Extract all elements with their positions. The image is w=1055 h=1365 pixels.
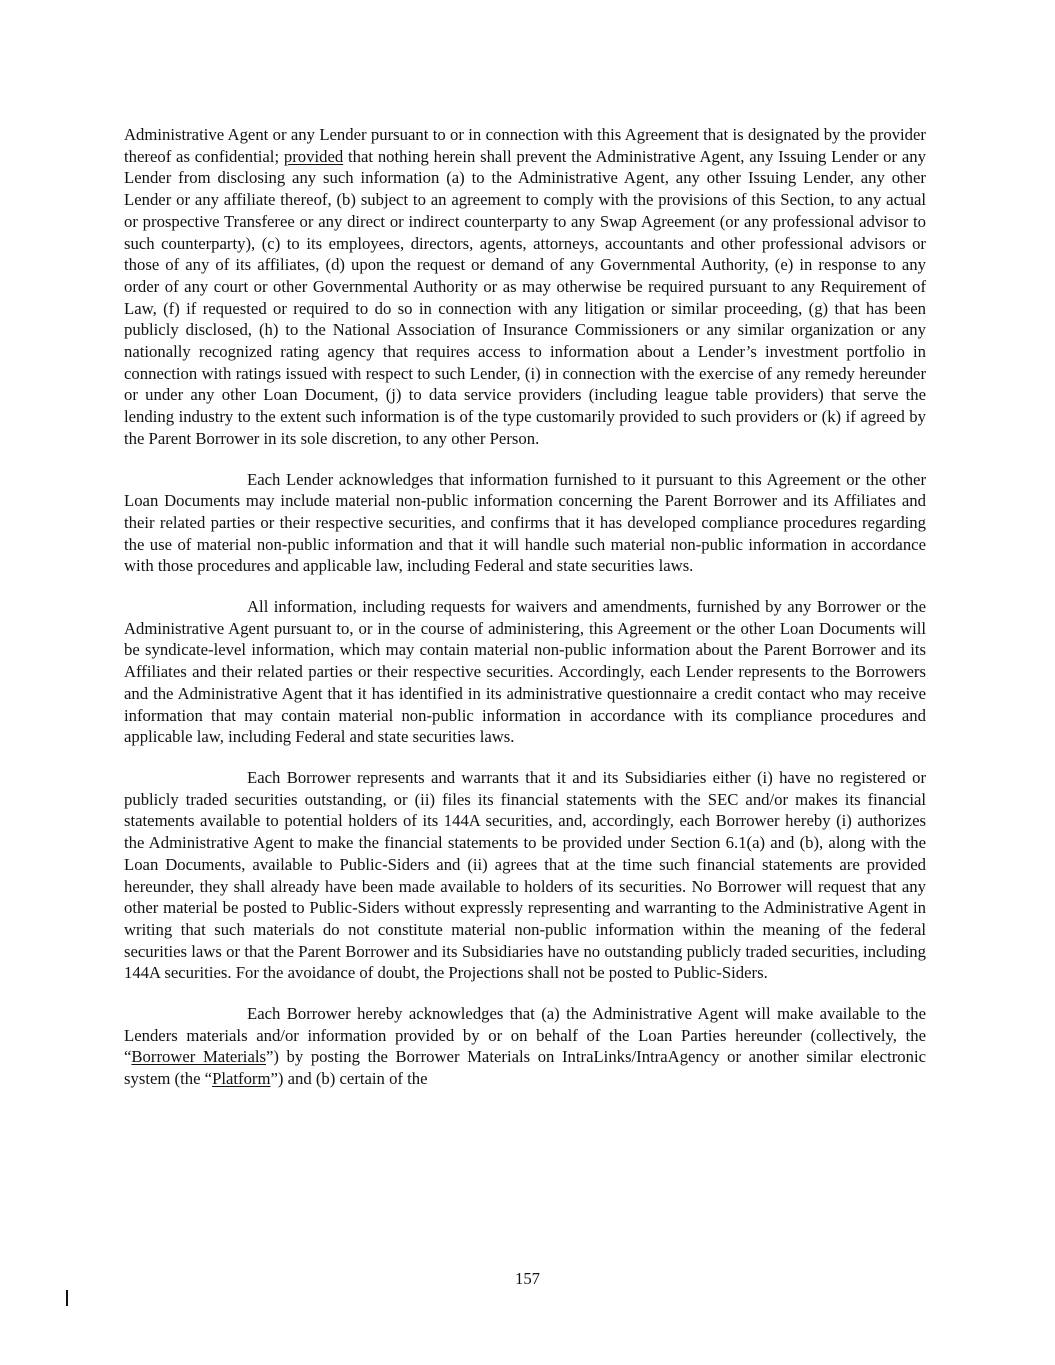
text-run: Each Lender acknowledges that information furnished to it pursuant to this Agreement or the other Loan Documents may include material non-public information concerning the Parent Borrower and its Affiliates and their related parties or their respective securities, and confirms that it has developed compliance procedures regarding the use of material non-public information and that it will handle such material non-public information in accordance with those procedures and applicable law, including Federal and state securities laws. <box>124 469 926 576</box>
text-run: All information, including requests for waivers and amendments, furnished by any Borrower or the Administrative Agent pursuant to, or in the course of administering, this Agreement or the other Loan Documents will be syndicate-level information, which may contain material non-public information about the Parent Borrower and its Affiliates and their related parties or their respective securities. Accordingly, each Lender represents to the Borrowers and the Administrative Agent that it has identified in its administrative questionnaire a credit contact who may receive information that may contain material non-public information in accordance with its compliance procedures and applicable law, including Federal and state securities laws. <box>124 597 926 747</box>
paragraph-borrower-materials <box>124 1003 926 1090</box>
paragraph-confidentiality-exceptions <box>124 124 926 450</box>
paragraph-syndicate-level-information <box>124 596 926 748</box>
revision-change-bar <box>66 1290 68 1306</box>
underlined-term-provided: provided <box>283 146 344 166</box>
paragraph-borrower-representations <box>124 767 926 984</box>
text-run: that nothing herein shall prevent the Administrative Agent, any Issuing Lender or any Lender from disclosing any such information (a) to the Administrative Agent, any other Issuing Lender, any other Lender or any affiliate thereof, (b) subject to an agreement to comply with the provisions of this Section, to any actual or prospective Transferee or any direct or indirect counterparty to any Swap Agreement (or any professional advisor to such counterparty), (c) to its employees, directors, agents, attorneys, accountants and other professional advisors or those of any of its affiliates, (d) upon the request or demand of any Governmental Authority, (e) in response to any order of any court or other Governmental Authority or as may otherwise be required pursuant to any Requirement of Law, (f) if requested or required to do so in connection with any litigation or similar proceeding, (g) that has been publicly disclosed, (h) to the National Association of Insurance Commissioners or any similar organization or any nationally recognized rating agency that requires access to information about a Lender’s investment portfolio in connection with ratings issued with respect to such Lender, (i) in connection with the exercise of any remedy hereunder or under any other Loan Document, (j) to data service providers (including league table providers) that serve the lending industry to the extent such information is of the type customarily provided to such providers or (k) if agreed by the Parent Borrower in its sole discretion, to any other Person. <box>124 146 926 448</box>
text-run: ”) by posting the Borrower Materials on IntraLinks/IntraAgency or another similar electronic system (the “ <box>124 1047 926 1089</box>
page-number: 157 <box>514 1269 541 1288</box>
defined-term-borrower-materials: Borrower Materials <box>131 1047 266 1067</box>
document-body <box>124 124 926 1090</box>
text-run: ”) and (b) certain of the <box>270 1069 428 1089</box>
paragraph-lender-acknowledgement <box>124 469 926 578</box>
defined-term-platform: Platform <box>212 1069 271 1089</box>
text-run: Administrative Agent or any Lender pursuant to or in connection with this Agreement that is designated by the provider thereof as confidential; <box>124 125 926 166</box>
text-run: Each Borrower represents and warrants that it and its Subsidiaries either (i) have no registered or publicly traded securities outstanding, or (ii) files its financial statements with the SEC and/or makes its financial statements available to potential holders of its 144A securities, and, accordingly, each Borrower hereby (i) authorizes the Administrative Agent to make the financial statements to be provided under Section 6.1(a) and (b), along with the Loan Documents, available to Public-Siders and (ii) agrees that at the time such financial statements are provided hereunder, they shall already have been made available to holders of its securities. No Borrower will request that any other material be posted to Public-Siders without expressly representing and warranting to the Administrative Agent in writing that such materials do not constitute material non-public information within the meaning of the federal securities laws or that the Parent Borrower and its Subsidiaries have no outstanding publicly traded securities, including 144A securities. For the avoidance of doubt, the Projections shall not be posted to Public-Siders. <box>124 767 926 983</box>
text-run: Each Borrower hereby acknowledges that (a) the Administrative Agent will make available to the Lenders materials and/or information provided by or on behalf of the Loan Parties hereunder (collectively, the “ <box>124 1004 926 1067</box>
